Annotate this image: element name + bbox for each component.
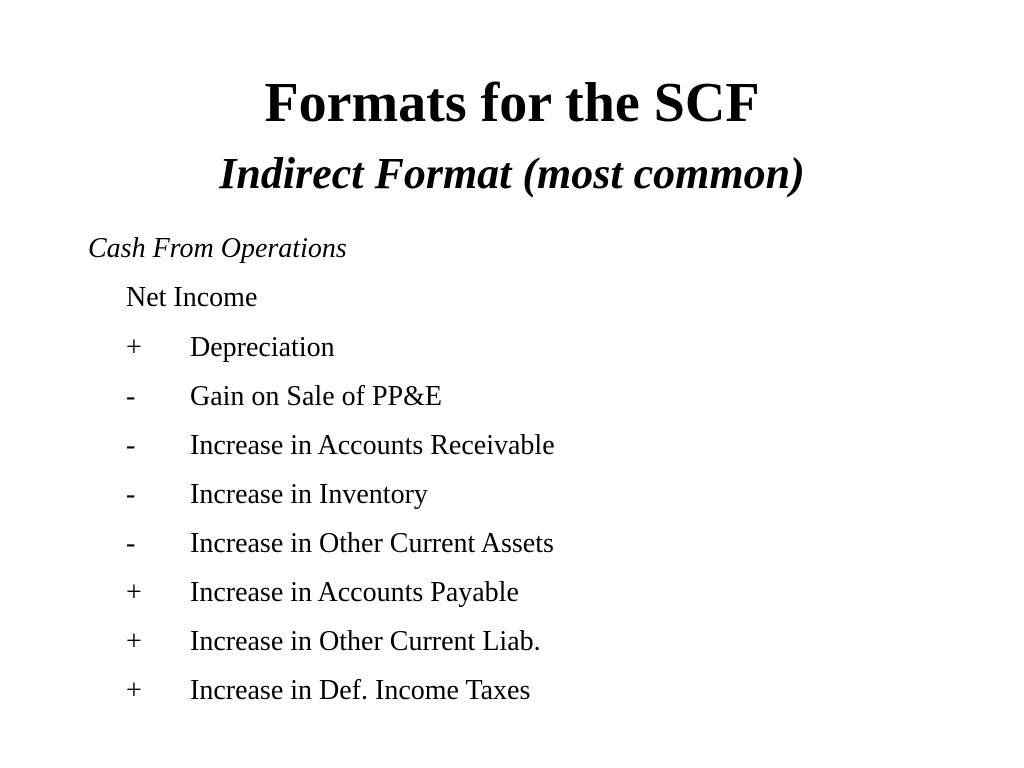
adjustment-item [126,673,555,722]
adjustment-sign: - [126,479,136,510]
slide-subtitle: Indirect Format (most common) [219,149,805,198]
adjustment-sign: + [126,626,142,657]
adjustment-label: Gain on Sale of PP&E [190,381,442,412]
adjustment-item [126,526,555,575]
adjustment-sign: + [126,332,142,363]
adjustment-sign: - [126,381,136,412]
adjustment-sign: - [126,430,136,461]
adjustment-sign: + [126,675,142,706]
adjustment-sign: - [126,528,136,559]
adjustment-item [126,330,555,379]
adjustment-sign: + [126,577,142,608]
adjustment-item [126,575,555,624]
adjustment-list [126,330,555,722]
section-heading: Cash From Operations [88,233,347,264]
adjustment-item [126,428,555,477]
net-income-line: Net Income [126,282,258,313]
adjustment-label: Increase in Other Current Liab. [190,626,541,657]
adjustment-label: Increase in Accounts Payable [190,577,519,608]
adjustment-item [126,379,555,428]
adjustment-label: Increase in Other Current Assets [190,528,554,559]
adjustment-label: Increase in Def. Income Taxes [190,675,531,706]
adjustment-item [126,477,555,526]
adjustment-label: Depreciation [190,332,335,363]
slide-title: Formats for the SCF [264,72,760,134]
adjustment-label: Increase in Inventory [190,479,428,510]
adjustment-label: Increase in Accounts Receivable [190,430,555,461]
adjustment-item [126,624,555,673]
